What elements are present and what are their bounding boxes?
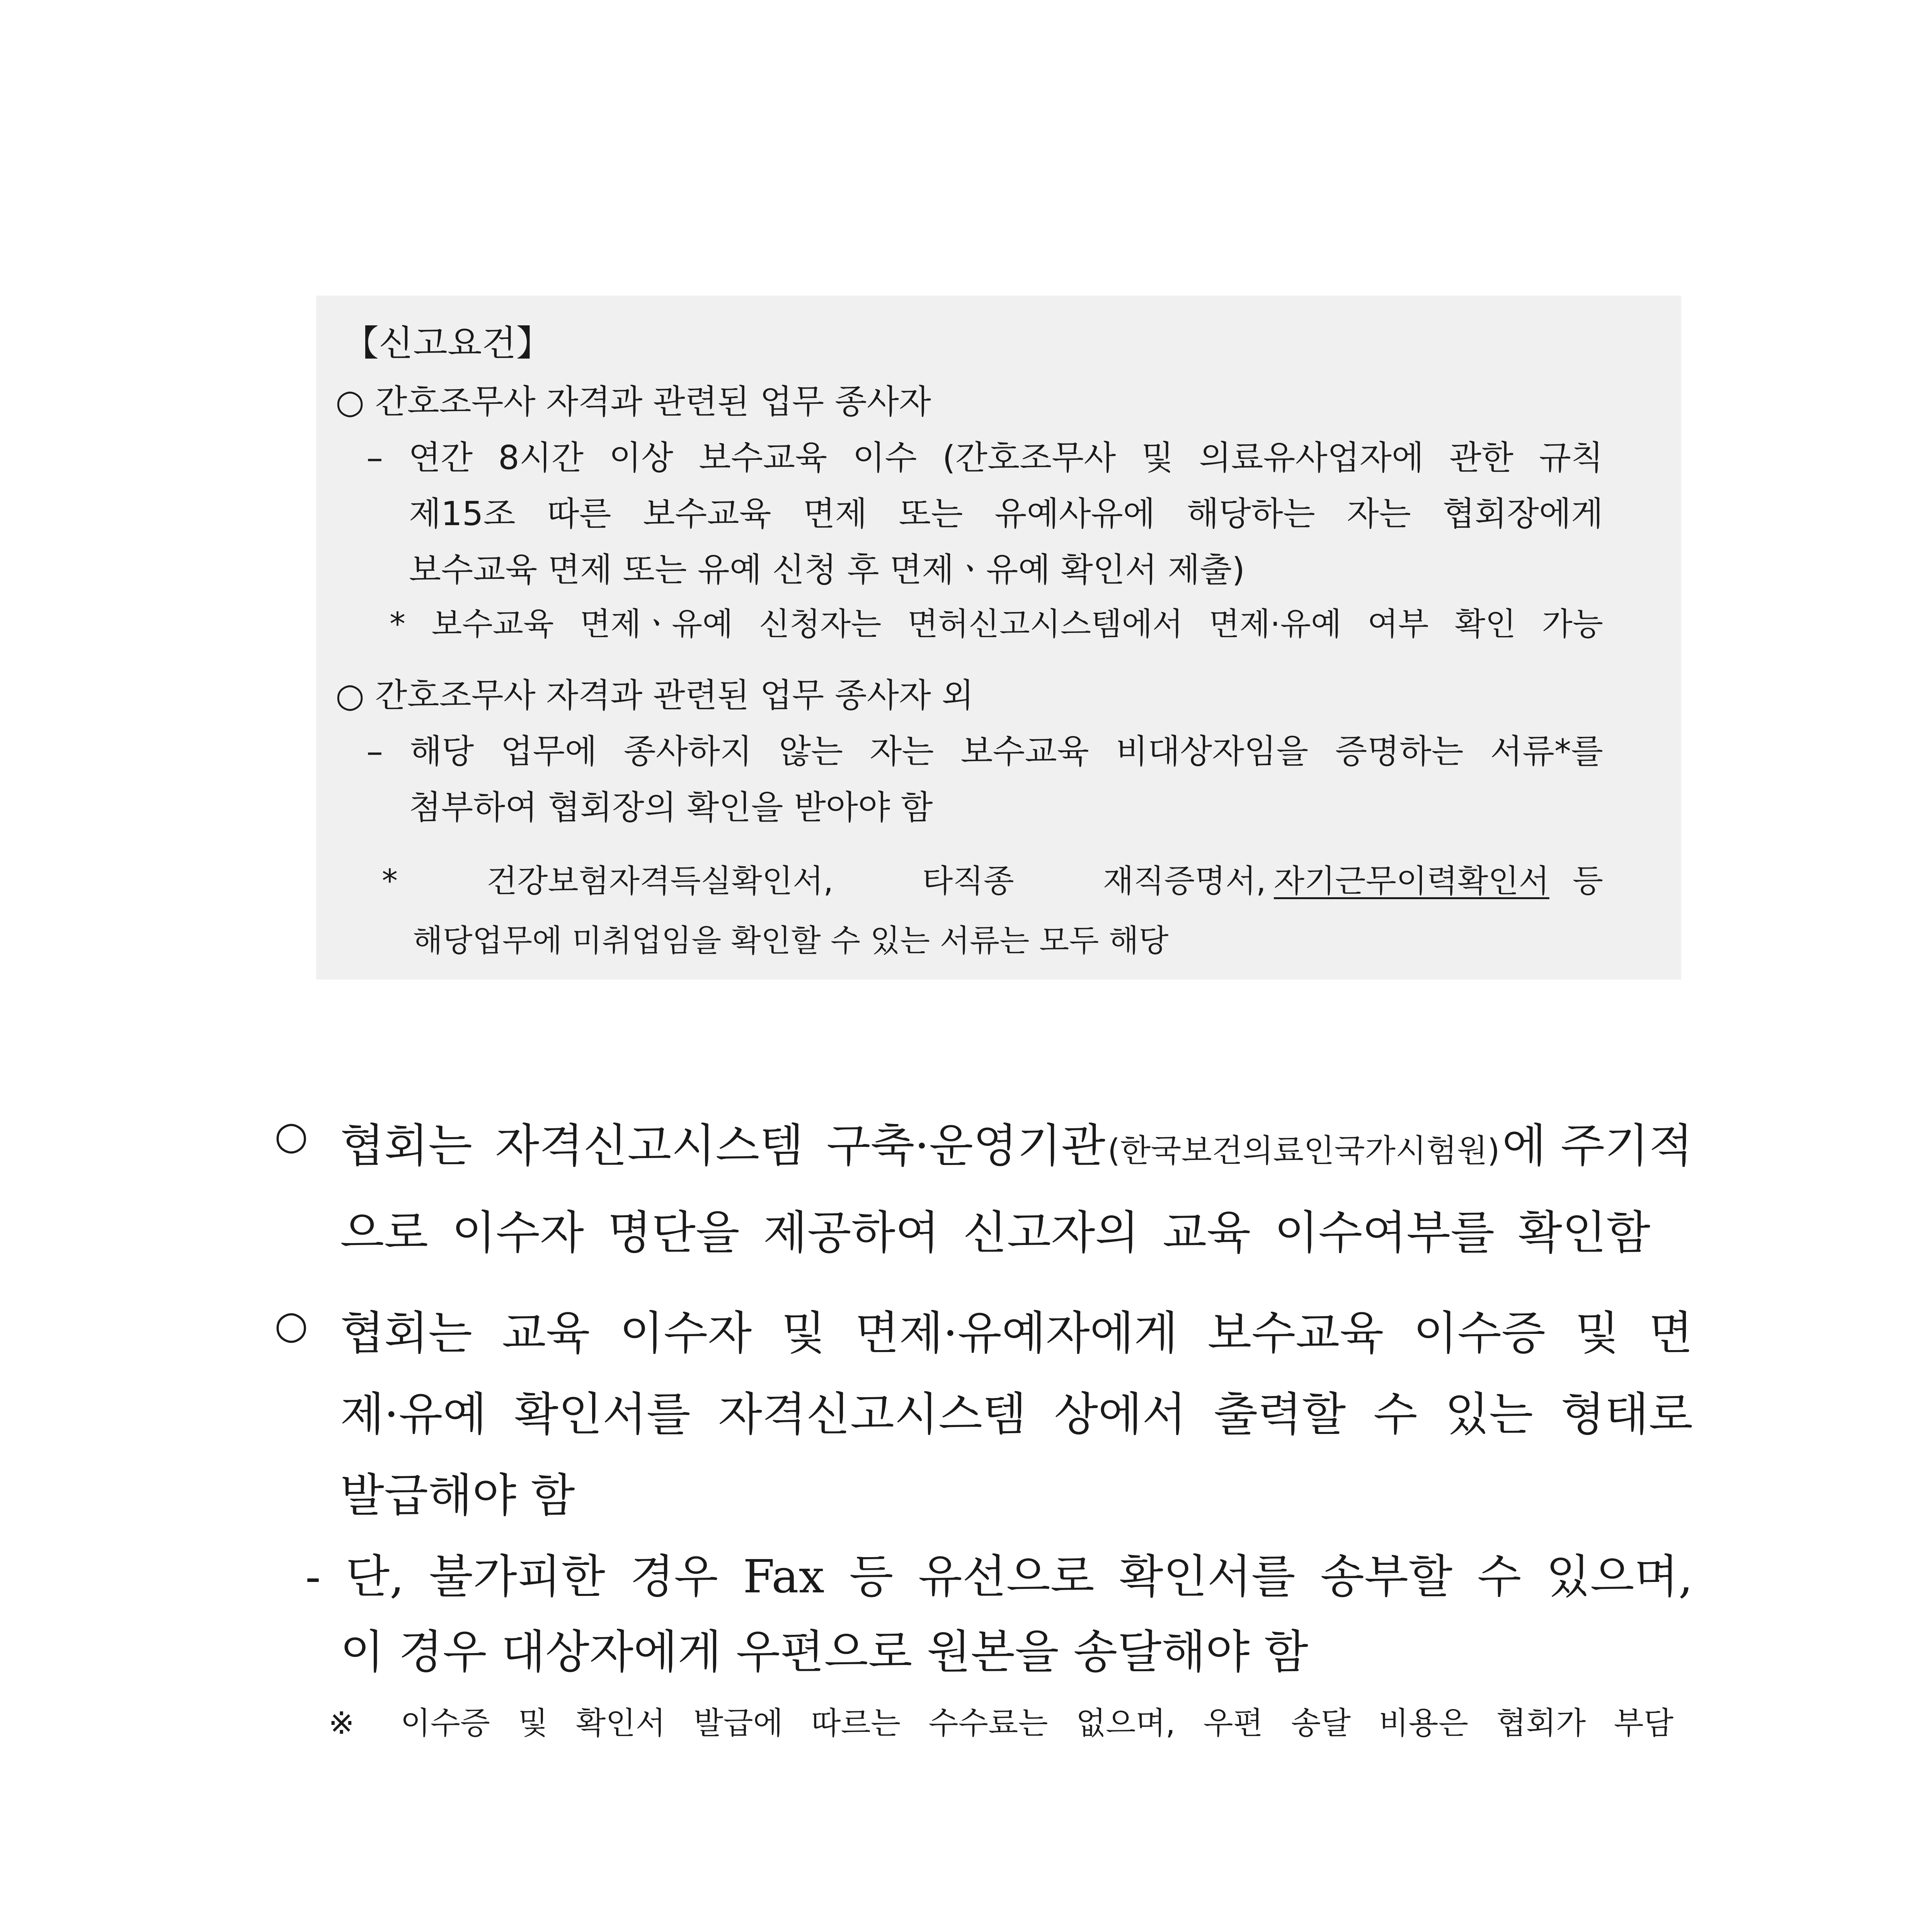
section2-dash-line2: 첨부하여 협회장의 확인을 받아야 함 (409, 788, 933, 827)
section2-star-note-line2: 해당업무에 미취업임을 확인할 수 있는 서류는 모두 해당 (413, 923, 1169, 959)
section1-star-note: * 보수교육 면제ㆍ유예 신청자는 면허신고시스템에서 면제·유예 여부 확인 가능 (390, 606, 1603, 643)
section1-dash-line1: – 연간 8시간 이상 보수교육 이수 (간호조무사 및 의료유사업자에 관한 규칙 (366, 439, 1603, 477)
para1-line1-small: (한국보건의료인국가시험원) (1108, 1133, 1500, 1169)
para1-line1 (340, 1109, 1693, 1175)
section1-dash-line3: 보수교육 면제 또는 유예 신청 후 면제ㆍ유예 확인서 제출) (409, 551, 1245, 589)
para2-line1: 협회는 교육 이수자 및 면제·유예자에게 보수교육 이수증 및 면 (340, 1306, 1693, 1360)
para1-line1-a: 협회는 자격신고시스템 구축·운영기관 (340, 1119, 1105, 1172)
section2-dash-line1: – 해당 업무에 종사하지 않는 자는 보수교육 비대상자임을 증명하는 서류*를 (366, 732, 1603, 771)
dash-line2: 이 경우 대상자에게 우편으로 원본을 송달해야 함 (340, 1625, 1308, 1679)
requirements-title: 【신고요건】 (343, 323, 552, 364)
star-note-suffix: 등 (1572, 863, 1603, 900)
dash-line1: - 단, 불가피한 경우 Fax 등 유선으로 확인서를 송부할 수 있으며, (305, 1550, 1693, 1603)
para1-line1-b: 에 주기적 (1502, 1119, 1693, 1172)
star-note-prefix: * 건강보험자격득실확인서, 타직종 재직증명서, (382, 863, 1266, 900)
para2-bullet: ○ (274, 1302, 308, 1347)
requirements-box (316, 296, 1681, 980)
fee-note: ※ 이수증 및 확인서 발급에 따르는 수수료는 없으며, 우편 송달 비용은 협회가 부담 (329, 1705, 1674, 1741)
section1-dash-line2: 제15조 따른 보수교육 면제 또는 유예사유에 해당하는 자는 협회장에게 (409, 495, 1603, 533)
section1-bullet: ○ 간호조무사 자격과 관련된 업무 종사자 (335, 383, 931, 421)
star-note-underlined: 자기근무이력확인서 (1273, 863, 1549, 900)
para1-line2: 으로 이수자 명단을 제공하여 신고자의 교육 이수여부를 확인함 (340, 1206, 1650, 1259)
para2-line3: 발급해야 함 (340, 1469, 575, 1522)
section2-bullet: ○ 간호조무사 자격과 관련된 업무 종사자 외 (335, 676, 974, 715)
para1-bullet: ○ (274, 1113, 308, 1158)
para2-line2: 제·유예 확인서를 자격신고시스템 상에서 출력할 수 있는 형태로 (340, 1388, 1693, 1441)
section2-star-note (382, 856, 1603, 901)
